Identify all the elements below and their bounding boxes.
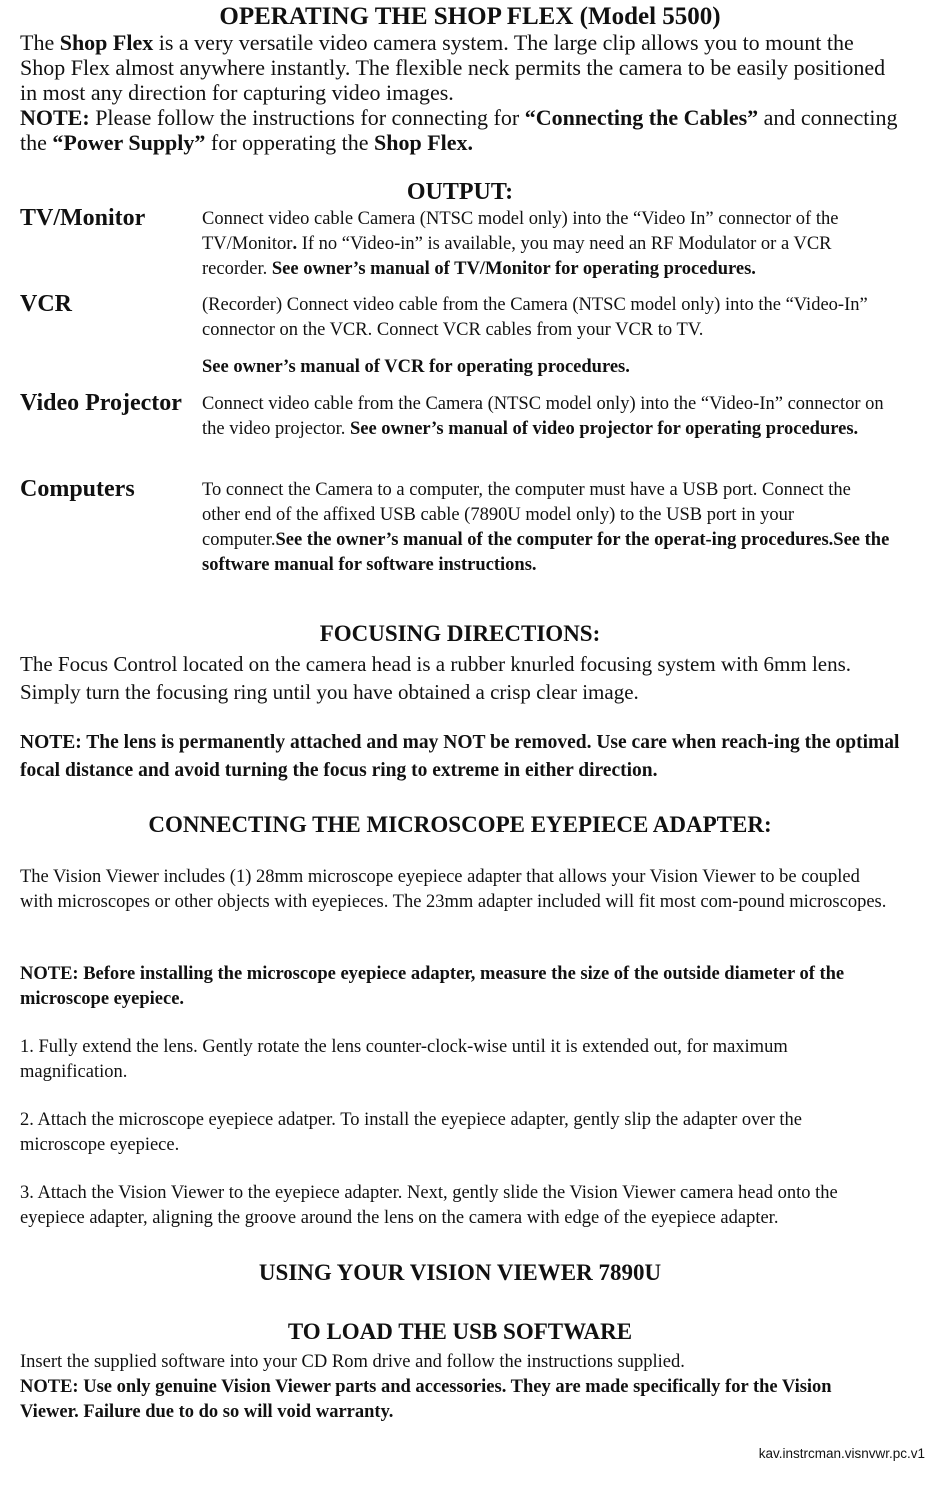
intro-note-text: Please follow the instructions for connecting for (89, 105, 525, 130)
output-computers-text-bold: See the owner’s manual of the computer for the operat-ing procedures.See the software manual for software instructions. (202, 530, 890, 575)
usb-text: Insert the supplied software into your CD Rom drive and follow the instructions supplied. (20, 1352, 685, 1372)
output-vcr-label: VCR (20, 291, 72, 317)
usb-heading-1: USING YOUR VISION VIEWER 7890U (258, 1260, 662, 1285)
intro-paragraph (20, 30, 900, 155)
output-tv-label: TV/Monitor (20, 205, 146, 231)
footer-code: kav.instrcman.visnvwr.pc.v1 (758, 1446, 925, 1461)
microscope-paragraph: The Vision Viewer includes (1) 28mm microscope eyepiece adapter that allows your Vision Viewer to be coupled with microscopes or other objects with eyepieces. The 23mm adapter included will fit most com-pound microscopes. (20, 867, 887, 912)
usb-heading-2: TO LOAD THE USB SOFTWARE (287, 1319, 633, 1344)
intro-product-name: Shop Flex (59, 30, 154, 55)
page-title: OPERATING THE SHOP FLEX (Model 5500) (219, 3, 721, 30)
output-projector-text (202, 392, 892, 442)
output-vcr-note-bold: See owner’s manual of VCR for operating procedures. (202, 357, 630, 377)
focusing-text: The Focus Control located on the camera head is a rubber knurled focusing system with 6mm lens. Simply turn the focusing ring until you have obtained a crisp clear image. (20, 652, 852, 704)
intro-text: The (20, 30, 60, 55)
output-projector-text-bold: See owner’s manual of video projector for operating procedures. (349, 419, 859, 439)
microscope-step-3: 3. Attach the Vision Viewer to the eyepiece adapter. Next, gently slide the Vision Viewer camera head onto the eyepiece adapter, aligning the groove around the lens on the camera with edge of the eyepiece adapter. (20, 1183, 838, 1228)
output-tv-text-b: If no “Video-in” is available, you may need an RF Modulator or a VCR recorder. (202, 234, 832, 279)
output-computers-label: Computers (20, 476, 135, 502)
output-heading: OUTPUT: (406, 179, 514, 205)
focusing-heading: FOCUSING DIRECTIONS: (319, 621, 601, 646)
intro-text: is a very versatile video camera system. The large clip allows you to mount the Shop Flex almost anywhere instantly. The flexible neck permits the camera to be easily positioned in most any direction for capturing video images. (20, 30, 886, 105)
microscope-step-2: 2. Attach the microscope eyepiece adatper. To install the eyepiece adapter, gently slip the adapter over the microscope eyepiece. (20, 1110, 803, 1155)
output-vcr-text: (Recorder) Connect video cable from the Camera (NTSC model only) into the “Video-In” connector on the VCR. Connect VCR cables from your VCR to TV. (202, 295, 868, 340)
microscope-note: NOTE: Before installing the microscope eyepiece adapter, measure the size of the outside diameter of the microscope eyepiece. (20, 964, 845, 1009)
intro-note-power: “Power Supply” (52, 130, 206, 155)
microscope-step-1: 1. Fully extend the lens. Gently rotate the lens counter-clock-wise until it is extended out, for maximum magnification. (20, 1037, 788, 1082)
focusing-note: NOTE: The lens is permanently attached and may NOT be removed. Use care when reach-ing the optimal focal distance and avoid turning the focus ring to extreme in either direction. (20, 732, 900, 781)
output-vcr-note (202, 355, 892, 380)
output-computers-text (202, 478, 892, 578)
intro-note-text: for opperating the (205, 130, 375, 155)
output-tv-text-dot: . (292, 234, 298, 254)
intro-note-label: NOTE: (20, 105, 90, 130)
output-tv-text-a: Connect video cable Camera (NTSC model only) into the “Video In” connector of the TV/Monitor (202, 209, 839, 254)
output-tv-text (202, 207, 892, 282)
microscope-heading: CONNECTING THE MICROSCOPE EYEPIECE ADAPTER: (148, 812, 772, 837)
usb-note: NOTE: Use only genuine Vision Viewer parts and accessories. They are made specifically for the Vision Viewer. Failure due to do so will void warranty. (20, 1377, 832, 1422)
output-projector-text-a: Connect video cable from the Camera (NTSC model only) into the “Video-In” connector on the video projector. (202, 394, 884, 439)
intro-note-cables: “Connecting the Cables” (524, 105, 759, 130)
intro-note-product: Shop Flex. (374, 130, 474, 155)
output-projector-label: Video Projector (20, 390, 182, 416)
intro-note-text: and connecting the (20, 105, 898, 155)
output-computers-text-a: To connect the Camera to a computer, the computer must have a USB port. Connect the other end of the affixed USB cable (7890U model only) to the USB port in your computer. (202, 480, 851, 550)
output-tv-text-bold: See owner’s manual of TV/Monitor for operating procedures. (271, 259, 756, 279)
